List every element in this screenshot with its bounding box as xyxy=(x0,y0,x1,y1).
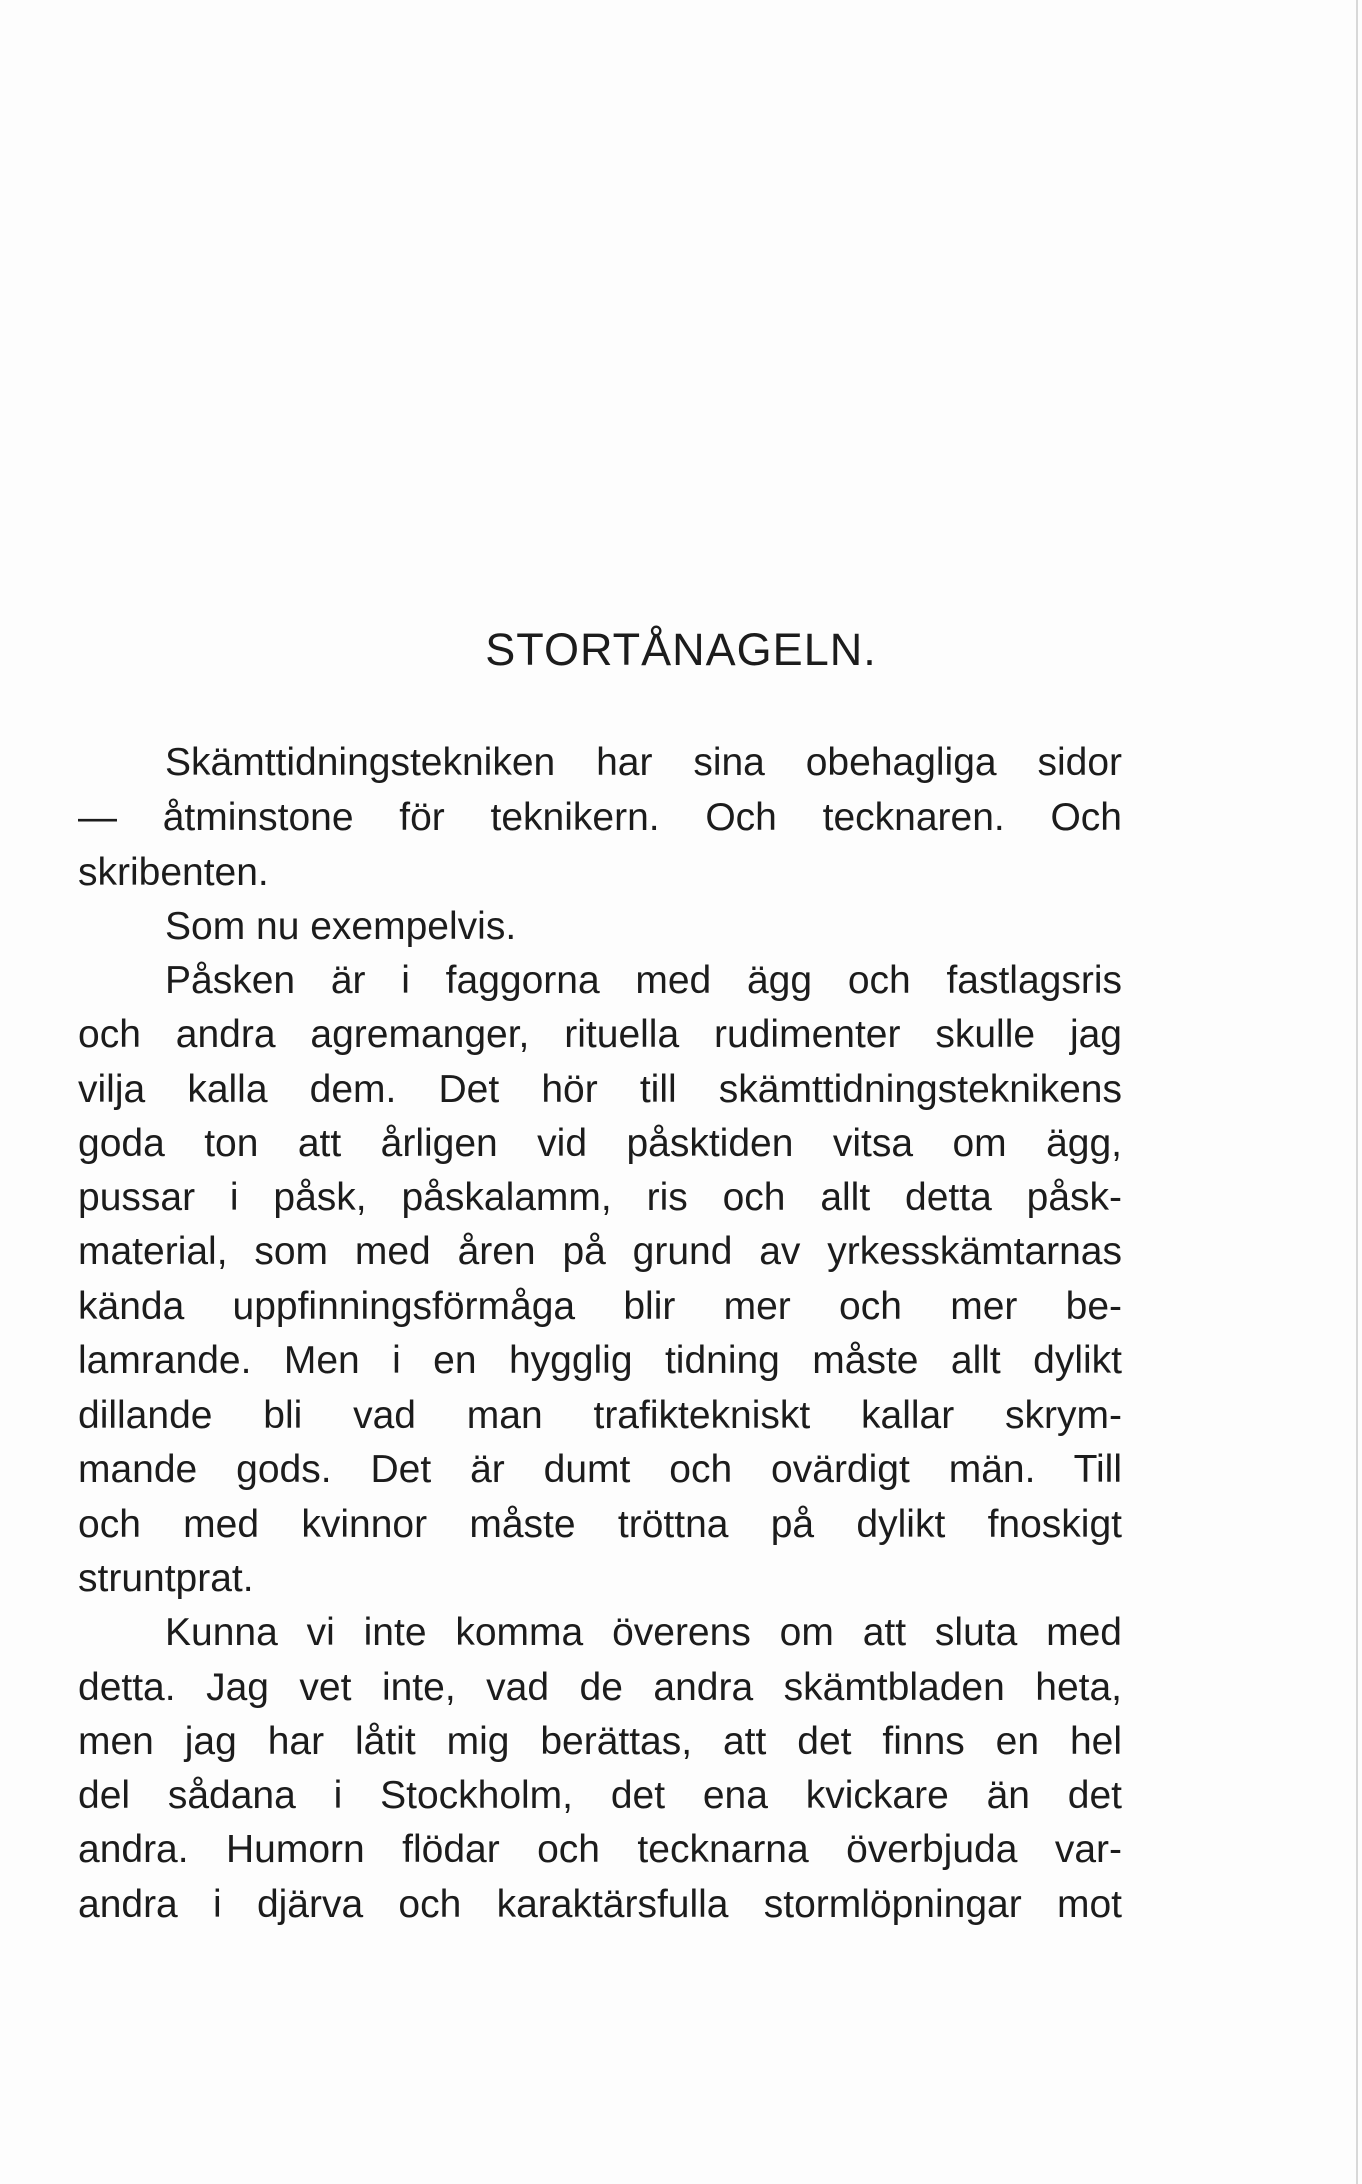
text-line: men jag har låtit mig berättas, att det finns en hel xyxy=(78,1720,1122,1763)
text-line: vilja kalla dem. Det hör till skämttidningsteknikens xyxy=(78,1068,1122,1111)
text-line: goda ton att årligen vid påsktiden vitsa om ägg, xyxy=(78,1122,1122,1165)
text-line: del sådana i Stockholm, det ena kvickare än det xyxy=(78,1774,1122,1817)
text-line: Skämttidningstekniken har sina obehagliga sidor xyxy=(165,741,1122,784)
text-line: lamrande. Men i en hygglig tidning måste allt dylikt xyxy=(78,1339,1122,1382)
text-line: skribenten. xyxy=(78,851,269,894)
text-line: pussar i påsk, påskalamm, ris och allt detta påsk- xyxy=(78,1176,1122,1219)
text-line: material, som med åren på grund av yrkesskämtarnas xyxy=(78,1230,1122,1273)
text-line: Som nu exempelvis. xyxy=(165,905,517,948)
text-line: dillande bli vad man trafiktekniskt kallar skrym- xyxy=(78,1394,1122,1437)
text-line: mande gods. Det är dumt och ovärdigt män. Till xyxy=(78,1448,1122,1491)
text-line: Påsken är i faggorna med ägg och fastlagsris xyxy=(165,959,1122,1002)
text-line: — åtminstone för teknikern. Och tecknaren. Och xyxy=(78,796,1122,839)
text-line: detta. Jag vet inte, vad de andra skämtbladen heta, xyxy=(78,1666,1122,1709)
text-line: kända uppfinningsförmåga blir mer och mer be- xyxy=(78,1285,1122,1328)
chapter-title: STORTÅNAGELN. xyxy=(485,624,877,675)
text-line: Kunna vi inte komma överens om att sluta med xyxy=(165,1611,1122,1654)
text-line: andra i djärva och karaktärsfulla stormlöpningar mot xyxy=(78,1883,1122,1926)
text-line: andra. Humorn flödar och tecknarna överbjuda var- xyxy=(78,1828,1122,1871)
text-line: och andra agremanger, rituella rudimenter skulle jag xyxy=(78,1013,1122,1056)
page-edge xyxy=(1356,0,1358,2184)
text-line: och med kvinnor måste tröttna på dylikt fnoskigt xyxy=(78,1503,1122,1546)
text-line: struntprat. xyxy=(78,1557,254,1600)
